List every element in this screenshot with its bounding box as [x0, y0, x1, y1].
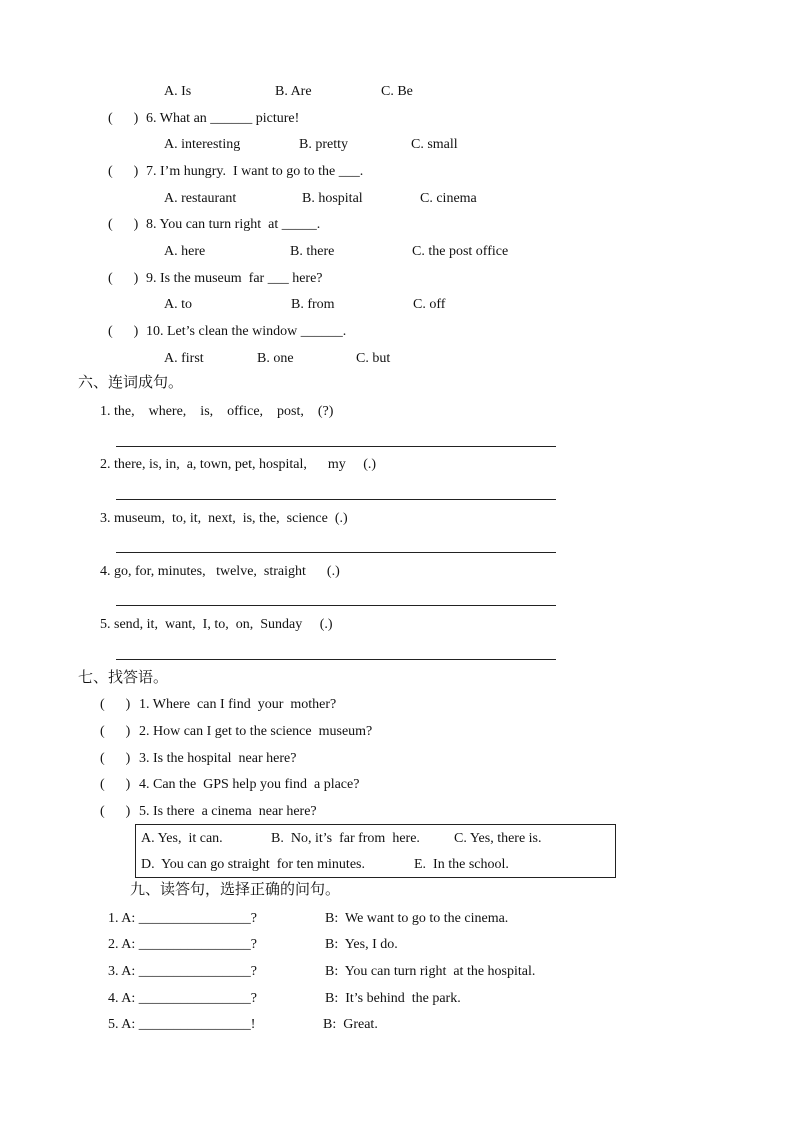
- q7-option-b: B. hospital: [302, 191, 363, 206]
- part7-paren-4[interactable]: ( ): [100, 777, 131, 792]
- answer-option-a: A. Yes, it can.: [141, 831, 223, 846]
- part7-question-1: 1. Where can I find your mother?: [139, 697, 337, 712]
- q7-option-c: C. cinema: [420, 191, 477, 206]
- q5-option-b: B. Are: [275, 84, 312, 99]
- q5-option-c: C. Be: [381, 84, 413, 99]
- part6-answer-line-5[interactable]: [116, 659, 556, 660]
- q6-option-b: B. pretty: [299, 137, 348, 152]
- part6-item-4: 4. go, for, minutes, twelve, straight (.): [100, 564, 340, 579]
- q5-option-a: A. Is: [164, 84, 192, 99]
- part7-paren-5[interactable]: ( ): [100, 804, 131, 819]
- q10-option-c: C. but: [356, 351, 391, 366]
- q8-option-c: C. the post office: [412, 244, 509, 259]
- q8-option-a: A. here: [164, 244, 206, 259]
- part9-question-5[interactable]: 5. A: ________________!: [108, 1017, 256, 1032]
- part7-paren-1[interactable]: ( ): [100, 697, 131, 712]
- part9-answer-1: B: We want to go to the cinema.: [325, 911, 509, 926]
- q10-paren[interactable]: ( ): [108, 324, 139, 339]
- answer-option-e: E. In the school.: [414, 857, 509, 872]
- q9-option-c: C. off: [413, 297, 446, 312]
- part7-question-2: 2. How can I get to the science museum?: [139, 724, 373, 739]
- part7-question-5: 5. Is there a cinema near here?: [139, 804, 317, 819]
- answer-option-d: D. You can go straight for ten minutes.: [141, 857, 365, 872]
- part6-item-3: 3. museum, to, it, next, is, the, science (.): [100, 511, 348, 526]
- part7-paren-3[interactable]: ( ): [100, 751, 131, 766]
- part9-answer-3: B: You can turn right at the hospital.: [325, 964, 536, 979]
- q6-paren[interactable]: ( ): [108, 111, 139, 126]
- q7-option-a: A. restaurant: [164, 191, 237, 206]
- q6-option-c: C. small: [411, 137, 458, 152]
- part6-answer-line-2[interactable]: [116, 499, 556, 500]
- q8-paren[interactable]: ( ): [108, 217, 139, 232]
- part9-question-4[interactable]: 4. A: ________________?: [108, 991, 257, 1006]
- q8-text: 8. You can turn right at _____.: [146, 217, 321, 232]
- part9-answer-4: B: It’s behind the park.: [325, 991, 461, 1006]
- q10-option-a: A. first: [164, 351, 204, 366]
- section-7-heading: 七、找答语。: [78, 668, 169, 686]
- q7-text: 7. I’m hungry. I want to go to the ___.: [146, 164, 364, 179]
- q9-text: 9. Is the museum far ___ here?: [146, 271, 323, 286]
- section-6-heading: 六、连词成句。: [78, 373, 184, 391]
- q10-option-b: B. one: [257, 351, 294, 366]
- part6-item-5: 5. send, it, want, I, to, on, Sunday (.): [100, 617, 333, 632]
- part9-question-3[interactable]: 3. A: ________________?: [108, 964, 257, 979]
- part7-question-4: 4. Can the GPS help you find a place?: [139, 777, 360, 792]
- q6-text: 6. What an ______ picture!: [146, 111, 300, 126]
- q10-text: 10. Let’s clean the window ______.: [146, 324, 347, 339]
- q8-option-b: B. there: [290, 244, 335, 259]
- q7-paren[interactable]: ( ): [108, 164, 139, 179]
- part9-answer-2: B: Yes, I do.: [325, 937, 398, 952]
- part6-answer-line-1[interactable]: [116, 446, 556, 447]
- part9-question-2[interactable]: 2. A: ________________?: [108, 937, 257, 952]
- part9-answer-5: B: Great.: [323, 1017, 378, 1032]
- answer-option-c: C. Yes, there is.: [454, 831, 542, 846]
- part6-item-2: 2. there, is, in, a, town, pet, hospital, my (.): [100, 457, 377, 472]
- part7-question-3: 3. Is the hospital near here?: [139, 751, 297, 766]
- q9-option-a: A. to: [164, 297, 192, 312]
- answer-option-b: B. No, it’s far from here.: [271, 831, 420, 846]
- part6-answer-line-3[interactable]: [116, 552, 556, 553]
- q9-paren[interactable]: ( ): [108, 271, 139, 286]
- part6-answer-line-4[interactable]: [116, 605, 556, 606]
- q9-option-b: B. from: [291, 297, 335, 312]
- q6-option-a: A. interesting: [164, 137, 241, 152]
- section-9-heading: 九、读答句，选择正确的问句。: [130, 880, 341, 898]
- part7-paren-2[interactable]: ( ): [100, 724, 131, 739]
- part9-question-1[interactable]: 1. A: ________________?: [108, 911, 257, 926]
- part6-item-1: 1. the, where, is, office, post, (?): [100, 404, 334, 419]
